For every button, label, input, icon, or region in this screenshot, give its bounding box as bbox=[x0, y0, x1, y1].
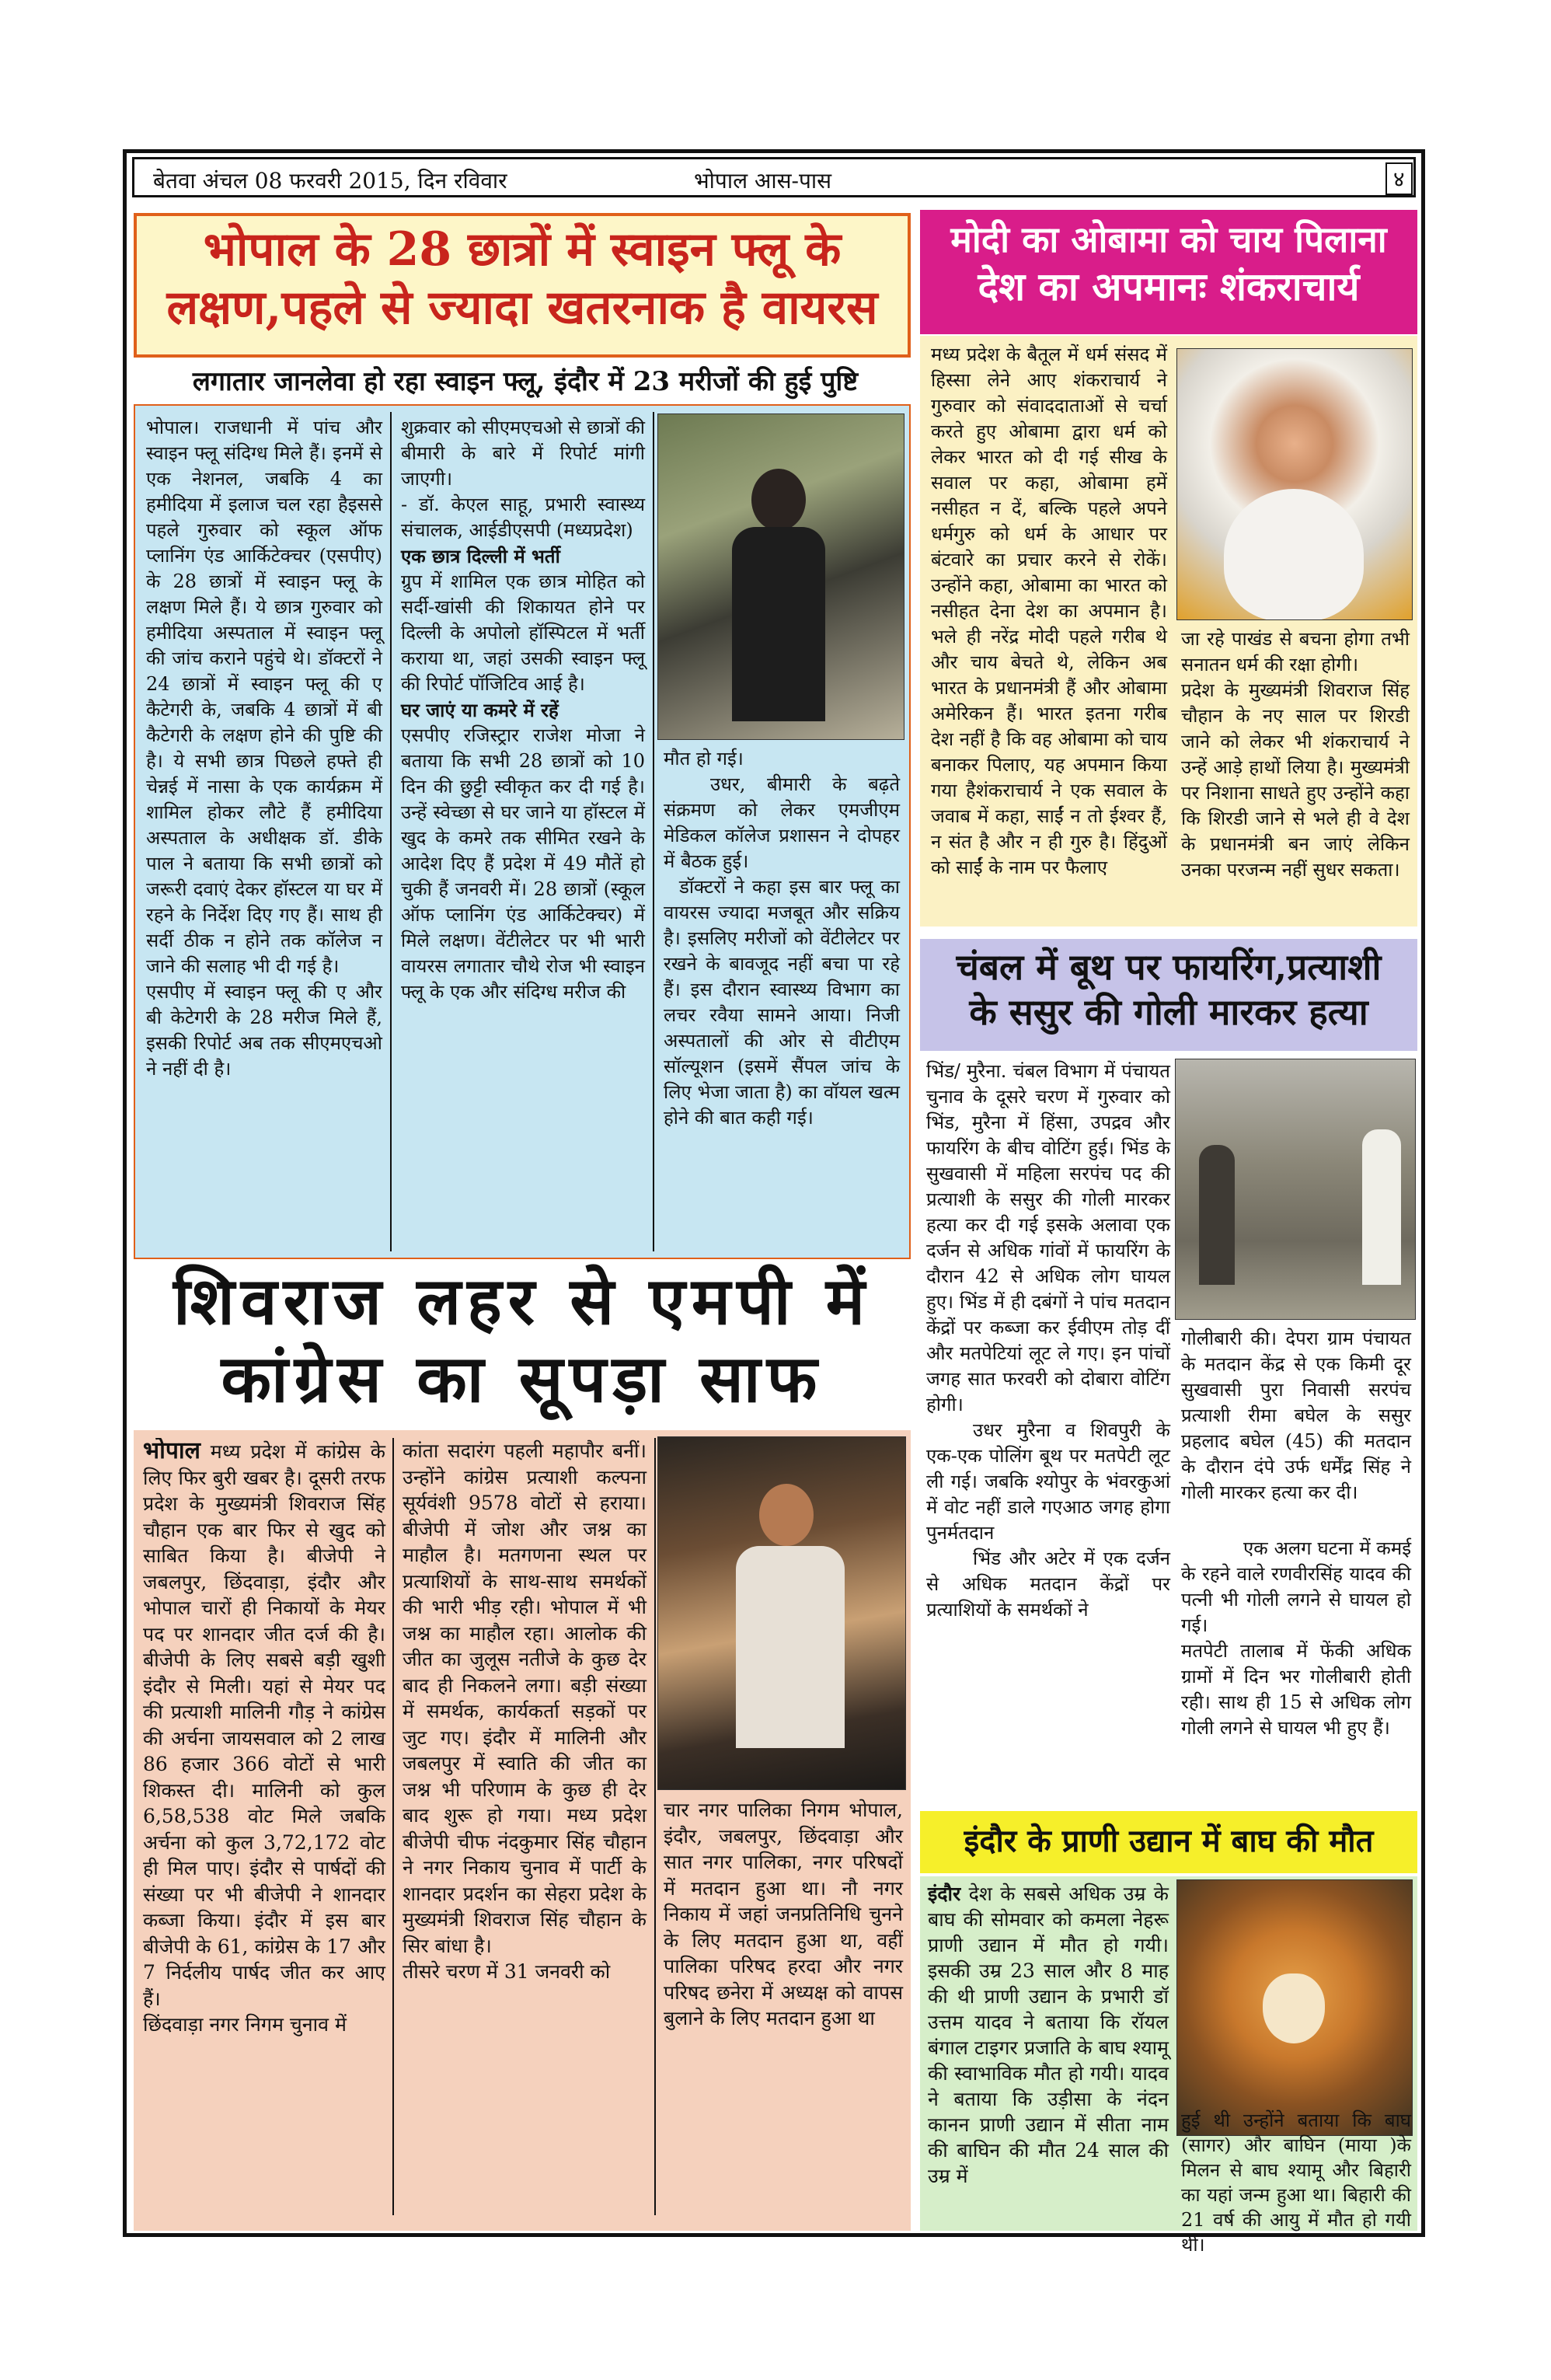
shivraj-col-2 bbox=[396, 1438, 653, 2223]
shivraj-celebration-photo bbox=[657, 1436, 906, 1790]
chambal-col1-para: भिंड/ मुरैना. चंबल विभाग में पंचायत चुनाव के दूसरे चरण में गुरुवार को भिंड, मुरैना में हिंसा, उपद्रव और फायरिंग के बीच वोटिंग हुई। भिंड के सुखवासी में महिला सरपंच पद की प्रत्याशी के ससुर की गोली मारकर हत्या कर दी गई इसके अलावा एक दर्जन से अधिक गांवों में फायरिंग के दौरान 42 से अधिक लोग घायल हुए। भिंड में ही दबंगों ने पांच मतदान केंद्रों पर कब्जा कर ईवीएम तोड़ दीं और मतपेटियां लूट ले गए। इन पांचों जगह सात फरवरी को दोबारा वोटिंग होगी। bbox=[926, 1060, 1170, 1415]
section-title: भोपाल आस-पास bbox=[694, 168, 832, 194]
swine-subhead: लगातार जानलेवा हो रहा स्वाइन फ्लू, इंदौर में 23 मरीजों की हुई पुष्टि bbox=[192, 366, 859, 397]
chambal-caption: गोलीबारी की। देपरा ग्राम पंचायत के मतदान केंद्र से एक किमी दूर सुखवासी पुरा निवासी सरपंच प्रत्याशी रीमा बघेल के ससुर प्रहलाद बघेल (45) की मतदान के दौरान दंपे उर्फ धर्मेंद्र सिंह ने गोली मारकर हत्या कर दी। bbox=[1181, 1328, 1411, 1503]
chambal-col1-para: भिंड और अटेर में एक दर्जन से अधिक मतदान केंद्रों पर प्रत्याशियों के समर्थकों ने bbox=[926, 1548, 1170, 1621]
swine-col2-para: - डॉ. केएल साहू, प्रभारी स्वास्थ्य संचालक, आईडीएसपी (मध्यप्रदेश) bbox=[401, 494, 645, 541]
dateline: बेतवा अंचल 08 फरवरी 2015, दिन रविवार bbox=[153, 168, 507, 194]
shankaracharya-photo bbox=[1176, 348, 1413, 620]
swine-col1-para: भोपाल। राजधानी में पांच और स्वाइन फ्लू संदिग्ध मिले हैं। इनमें से एक नेशनल, जबकि 4 का हमीदिया में इलाज चल रहा हैइससे पहले गुरुवार को स्कूल ऑफ प्लानिंग एंड आर्किटेक्चर (एसपीए) के 28 छात्रों में स्वाइन फ्लू के लक्षण मिले हैं। ये छात्र गुरुवार को हमीदिया अस्पताल में स्वाइन फ्लू की जांच कराने पहुंचे थे। डॉक्टरों ने 24 छात्रों में स्वाइन फ्लू की ए कैटेगरी के, जबकि 4 छात्रों में बी कैटेगरी के लक्षण होने की पुष्टि की है। ये सभी छात्र पिछले हफ्ते ही चेन्नई में नासा के एक कार्यक्रम में शामिल होकर लौटे हैं हमीदिया अस्पताल के अधीक्षक डॉ. डीके पाल ने बताया कि सभी छात्रों को जरूरी दवाएं देकर हॉस्टल या घर में रहने के निर्देश दिए गए हैं। साथ ही सर्दी ठीक न होने तक कॉलेज न जाने की सलाह भी दी गई है। bbox=[146, 417, 382, 977]
column-rule bbox=[390, 412, 392, 1251]
swine-col-1 bbox=[140, 415, 389, 1255]
shivraj-col-3 bbox=[657, 1797, 909, 2124]
page-number: ४ bbox=[1385, 162, 1413, 195]
shivraj-col2-para: कांता सदारंग पहली महापौर बनीं। उन्होंने कांग्रेस प्रत्याशी कल्पना सूर्यवंशी 9578 वोटों से हराया। बीजेपी में जोश और जश्न का माहौल है। मतगणना स्थल पर प्रत्याशियों के साथ-साथ समर्थकों की भारी भीड़ रही। भोपाल में भी जश्न का माहौल रहा। आलोक की जीत का जुलूस नतीजे के कुछ देर बाद ही निकलने लगा। बड़ी संख्या में समर्थक, कार्यकर्ता सड़कों पर जुट गए। इंदौर में मालिनी और जबलपुर में स्वाति की जीत का जश्न भी परिणाम के कुछ ही देर बाद शुरू हो गया। मध्य प्रदेश बीजेपी चीफ नंदकुमार सिंह चौहान ने नगर निकाय चुनाव में पार्टी के शानदार प्रदर्शन का सेहरा प्रदेश के मुख्यमंत्री शिवराज सिंह चौहान के सिर बांधा है। bbox=[403, 1440, 647, 1957]
tiger-headline-box bbox=[920, 1811, 1417, 1873]
swine-col3-para: डॉक्टरों ने कहा इस बार फ्लू का वायरस ज्यादा मजबूत और सक्रिय है। इसलिए मरीजों को वेंटीलेटर पर रखने के बावजूद नहीं बचा पा रहे हैं। इस दौरान स्वास्थ्य विभाग का लचर रवैया सामने आया। निजी अस्पतालों की ओर से वीटीएम सॉल्यूशन (इसमें सैंपल जांच के लिए भेजा जाता है) का वॉयल खत्म होने की बात कही गई। bbox=[664, 876, 900, 1129]
modi-headline-box bbox=[920, 210, 1417, 334]
swine-col2-para: ग्रुप में शामिल एक छात्र मोहित को सर्दी-खांसी की शिकायत होने पर दिल्ली के अपोलो हॉस्पिटल में भर्ती कराया था, जहां उसकी स्वाइन फ्लू की रिपोर्ट पॉजिटिव आई है। bbox=[401, 571, 645, 695]
chambal-col1-para: उधर मुरैना व शिवपुरी के एक-एक पोलिंग बूथ पर मतपेटी लूट ली गई। जबकि श्योपुर के भंवरकुआं में वोट नहीं डाले गएआठ जगह होगा पुनर्मतदान bbox=[926, 1419, 1170, 1544]
shivraj-col1-text: मध्य प्रदेश में कांग्रेस के लिए फिर बुरी खबर है। दूसरी तरफ प्रदेश के मुख्यमंत्री शिवराज सिंह चौहान एक बार फिर से खुद को साबित किया है। बीजेपी ने जबलपुर, छिंदवाड़ा, इंदौर और भोपाल चारों ही निकायों के मेयर पद पर शानदार जीत दर्ज की है। बीजेपी के लिए सबसे बड़ी खुशी इंदौर से मिली। यहां से मेयर पद की प्रत्याशी मालिनी गौड़ ने कांग्रेस की अर्चना जायसवाल को 2 लाख 86 हजार 366 वोटों से भारी शिकस्त दी। मालिनी को कुल 6,58,538 वोट मिले जबकि अर्चना को कुल 3,72,172 वोट ही मिल पाए। इंदौर से पार्षदों की संख्या पर भी बीजेपी ने शानदार कब्जा किया। इंदौर में इस बार बीजेपी के 61, कांग्रेस के 17 और 7 निर्दलीय पार्षद जीत कर आए हैं। bbox=[143, 1440, 385, 2010]
swine-col2-para: शुक्रवार को सीएमएचओ से छात्रों की बीमारी के बारे में रिपोर्ट मांगी जाएगी। bbox=[401, 417, 645, 490]
tiger-headline: इंदौर के प्राणी उद्यान में बाघ की मौत bbox=[964, 1823, 1374, 1859]
shivraj-headline-box bbox=[134, 1262, 911, 1426]
swine-col3-para: उधर, बीमारी के बढ़ते संक्रमण को लेकर एमजीएम मेडिकल कॉलेज प्रशासन ने दोपहर में बैठक हुई। bbox=[664, 773, 900, 872]
swine-col-3 bbox=[657, 746, 906, 1255]
swine-col-2 bbox=[395, 415, 651, 1255]
tiger-col1-text: देश के सबसे अधिक उम्र के बाघ की सोमवार को कमला नेहरू प्राणी उद्यान में मौत हो गयी। इसकी उम्र 23 साल और 8 माह की थी प्राणी उद्यान के प्रभारी डॉ उत्तम यादव ने बताया कि रॉयल बंगाल टाइगर प्रजाति के बाघ श्यामू की स्वाभाविक मौत हो गयी। यादव ने बताया कि उड़ीसा के नंदन कानन प्राणी उद्यान में सीता नाम की बाघिन की मौत 24 साल की उम्र में bbox=[928, 1883, 1169, 2187]
modi-col2-para: प्रदेश के मुख्यमंत्री शिवराज सिंह चौहान के नए साल पर शिरडी जाने को लेकर भी शंकराचार्य ने उन्हें आड़े हाथों लिया है। मुख्यमंत्री पर निशाना साधते हुए उन्होंने कहा कि शिरडी जाने से भले ही वे देश के प्रधानमंत्री बन जाएं लेकिन उनका परजन्म नहीं सुधर सकता। bbox=[1181, 679, 1410, 881]
modi-col-1 bbox=[925, 342, 1173, 917]
tiger-caption: हुई थी उन्होंने बताया कि बाघ (सागर) और बाघिन (माया )के मिलन से बाघ श्यामू और बिहारी का यहां जन्म हुआ था। बिहारी की 21 वर्ष की आयु में मौत हो गयी थी। bbox=[1181, 2110, 1411, 2256]
modi-col-2 bbox=[1175, 678, 1416, 919]
chambal-headline-2: के ससुर की गोली मारकर हत्या bbox=[969, 990, 1368, 1033]
shivraj-dateline: भोपाल bbox=[143, 1438, 201, 1464]
shivraj-headline-2: कांग्रेस का सूपड़ा साफ bbox=[221, 1340, 824, 1417]
modi-headline-2: देश का अपमानः शंकराचार्य bbox=[978, 263, 1360, 309]
swine-headline-1: भोपाल के 28 छात्रों में स्वाइन फ्लू के bbox=[203, 222, 842, 277]
shivraj-col-1 bbox=[137, 1438, 392, 2223]
chambal-col-2 bbox=[1175, 1536, 1417, 1800]
modi-col1-para: मध्य प्रदेश के बैतूल में धर्म संसद में हिस्सा लेने आए शंकराचार्य ने गुरुवार को संवाददाताओं से चर्चा करते हुए ओबामा द्वारा धर्म को लेकर भारत को दी गई सीख के सवाल पर कहा, ओबामा हमें नसीहत न दें, बल्कि पहले अपने धर्मगुरु को धर्म के आधार पर बंटवारे का प्रचार करने से रोकें। उन्होंने कहा, ओबामा का भारत को नसीहत देना देश का अपमान है। भले ही नरेंद्र मोदी पहले गरीब थे और चाय बेचते थे, लेकिन अब भारत के प्रधानमंत्री हैं और ओबामा अमेरिकन हैं। भारत इतना गरीब देश नहीं है कि वह ओबामा को चाय बनाकर पिलाए, यह अपमान किया गया हैशंकराचार्य ने एक सवाल के जवाब में कहा, साईं न तो ईश्वर हैं, न संत है और न ही गुरु है। हिंदुओं को साईं के नाम पर फैलाए bbox=[931, 344, 1167, 878]
tiger-photo bbox=[1176, 1879, 1413, 2136]
page-header bbox=[132, 157, 1416, 197]
modi-caption: जा रहे पाखंड से बचना होगा तभी सनातन धर्म की रक्षा होगी। bbox=[1181, 628, 1410, 675]
swine-col2-subhead: घर जाएं या कमरे में रहें bbox=[401, 699, 559, 721]
swine-col2-subhead: एक छात्र दिल्ली में भर्ती bbox=[401, 545, 560, 567]
chambal-col2-para: मतपेटी तालाब में फेंकी अधिक ग्रामों में दिन भर गोलीबारी होती रही। साथ ही 15 से अधिक लोग गोली लगने से घायल भी हुए हैं। bbox=[1181, 1640, 1411, 1739]
swine-col1-para: एसपीए में स्वाइन फ्लू की ए और बी केटेगरी के 28 मरीज मिले हैं, इसकी रिपोर्ट अब तक सीएमएचओ ने नहीं दी है। bbox=[146, 981, 382, 1080]
swine-col2-para: एसपीए रजिस्ट्रार राजेश मोजा ने बताया कि सभी 28 छात्रों को 10 दिन की छुट्टी स्वीकृत कर दी गई है। उन्हें स्वेच्छा से घर जाने या हॉस्टल में खुद के कमरे तक सीमित रखने के आदेश दिए हैं प्रदेश में 49 मौतें हो चुकी हैं जनवरी में। 28 छात्रों (स्कूल ऑफ प्लानिंग एंड आर्किटेक्चर) में मिले लक्षण। वेंटीलेटर पर भी भारी वायरस लगातार चौथे रोज भी स्वाइन फ्लू के एक और संदिग्ध मरीज की bbox=[401, 724, 645, 1003]
column-rule bbox=[653, 412, 654, 1251]
chambal-col2-para: एक अलग घटना में कमई के रहने वाले रणवीरसिंह यादव की पत्नी भी गोली लगने से घायल हो गई। bbox=[1181, 1537, 1411, 1636]
shivraj-col3-para: चार नगर पालिका निगम भोपाल, इंदौर, जबलपुर, छिंदवाड़ा और सात नगर पालिका, नगर परिषदों में मतदान हुआ था। नौ नगर निकाय में जहां जनप्रतिनिधि चुनने के लिए मतदान हुआ था, वहीं पालिका परिषद हरदा और नगर परिषद छनेरा में अध्यक्ष को वापस बुलाने के लिए मतदान हुआ था bbox=[664, 1799, 903, 2029]
chambal-headline-1: चंबल में बूथ पर फायरिंग,प्रत्याशी bbox=[956, 946, 1382, 988]
modi-headline-1: मोदी का ओबामा को चाय पिलाना bbox=[950, 218, 1387, 260]
column-rule bbox=[654, 1438, 656, 2215]
column-rule bbox=[392, 1438, 394, 2215]
tiger-col-1 bbox=[922, 1881, 1175, 2228]
chambal-headline-box bbox=[920, 939, 1417, 1051]
swine-col3-para: मौत हो गई। bbox=[664, 748, 744, 769]
tiger-dateline: इंदौर bbox=[928, 1883, 961, 1905]
shivraj-col2-para: तीसरे चरण में 31 जनवरी को bbox=[403, 1960, 611, 1983]
students-mask-photo bbox=[657, 414, 904, 740]
swine-headline-box bbox=[134, 213, 911, 358]
chambal-col-1 bbox=[920, 1059, 1176, 1797]
swine-headline-2: लक्षण,पहले से ज्यादा खतरनाक है वायरस bbox=[166, 281, 878, 335]
shivraj-headline-1: शिवराज लहर से एमपी में bbox=[173, 1262, 872, 1339]
shivraj-col1-para: छिंदवाड़ा नगर निगम चुनाव में bbox=[143, 2013, 347, 2036]
firing-scene-photo bbox=[1175, 1059, 1416, 1320]
